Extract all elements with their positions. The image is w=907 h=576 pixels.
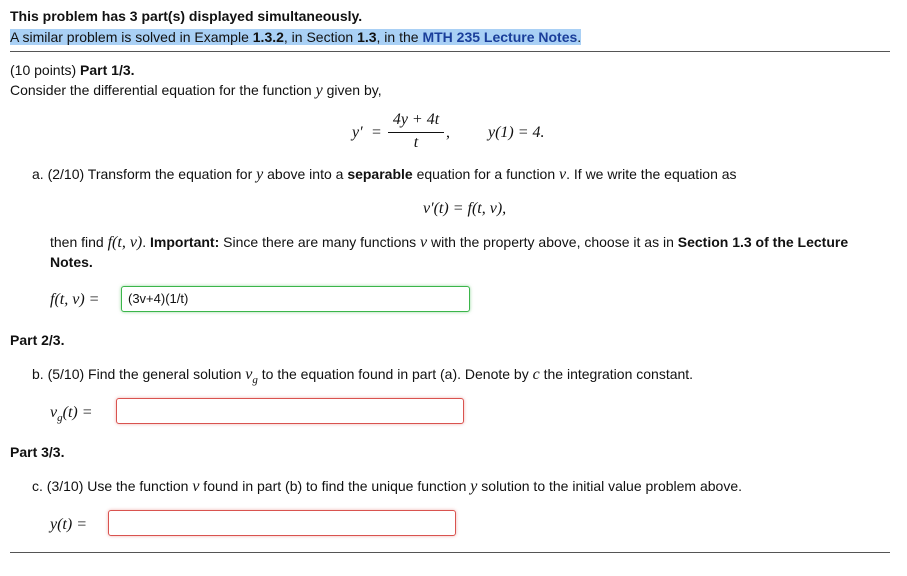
answer-a-input[interactable]: (3v+4)(1/t) [121,286,470,312]
item-a-text4: . If we write the equation as [566,166,737,182]
answer-c-input[interactable] [108,510,456,536]
ode-numerator: 4y + 4t [392,111,440,128]
item-b-text: (5/10) Find the general solution [47,366,246,382]
part1-heading [10,62,135,78]
ode-equals: = [372,124,382,141]
part1-label: Part 1/3. [80,62,135,78]
footer-divider [10,552,890,553]
ode-denominator: t [413,134,419,151]
find-instruction [50,234,848,252]
answer-b-sub: g [57,412,63,425]
then-period: . [142,234,151,250]
item-a-var-y: y [256,166,264,183]
important-var-v: v [420,234,428,251]
answer-b-v: v [50,404,58,421]
then-text: then find [50,234,108,250]
similar-problem-note [10,29,581,45]
item-a-text3: equation for a function [412,166,560,182]
item-a-separable: separable [347,166,413,182]
item-c-text2: found in part (b) to find the unique function [199,478,471,494]
item-c-var-v: v [192,478,200,495]
item-c-text: (3/10) Use the function [46,478,193,494]
ode-lhs-y: y [352,124,360,141]
item-b-text2: to the equation found in part (a). Denote by [257,366,533,382]
important-text2: with the property above, choose it as in [427,234,678,250]
similar-prefix: A similar problem is solved in Example [10,29,253,45]
in-section-text: , in Section [283,29,358,45]
part1-intro [10,82,382,100]
part3-label: Part 3/3. [10,444,65,460]
initial-condition: y(1) = 4. [488,124,545,141]
item-b-var-v: v [245,366,253,383]
separable-form-equation: v′(t) = f(t, v), [423,200,507,217]
intro-var-y: y [315,82,323,99]
item-b [32,366,693,386]
problem-header-title: This problem has 3 part(s) displayed simultaneously. [10,8,363,24]
item-b-marker: b. [32,366,44,382]
item-a-text: (2/10) Transform the equation for [47,166,257,182]
section-reference-cont: Notes. [50,254,93,270]
header-divider [10,51,890,52]
item-c-text3: solution to the initial value problem above. [477,478,742,494]
ode-lhs [352,124,363,142]
lecture-notes-link[interactable]: MTH 235 Lecture Notes [422,29,578,45]
item-a-var-v: v [559,166,567,183]
answer-b-label [50,404,93,424]
item-b-var-c: c [532,366,540,383]
item-a-marker: a. [32,166,44,182]
example-number: 1.3.2 [252,29,284,45]
part2-label: Part 2/3. [10,332,65,348]
ode-comma: , [446,124,450,141]
item-a-text2: above into a [263,166,348,182]
answer-b-rest: (t) = [62,404,93,421]
item-c [32,478,742,496]
in-the-text: , in the [376,29,423,45]
item-a [32,166,737,184]
ode-prime: ′ [359,124,363,141]
answer-b-input[interactable] [116,398,464,424]
intro-text: Consider the differential equation for the function [10,82,316,98]
intro-end: given by, [322,82,382,98]
important-text: Since there are many functions [219,234,421,250]
important-label: Important: [150,234,220,250]
then-math: f(t, v) [107,234,143,251]
item-c-var-y: y [470,478,478,495]
item-c-marker: c. [32,478,43,494]
answer-c-label: y(t) = [50,516,87,533]
item-b-sub-g: g [252,373,258,386]
ode-fraction-bar [388,132,444,133]
answer-a-label: f(t, v) = [50,291,100,308]
section-number: 1.3 [357,29,377,45]
section-reference: Section 1.3 of the Lecture [677,234,849,250]
part1-points: (10 points) [10,62,81,78]
note-period: . [577,29,582,45]
item-b-text3: the integration constant. [539,366,694,382]
